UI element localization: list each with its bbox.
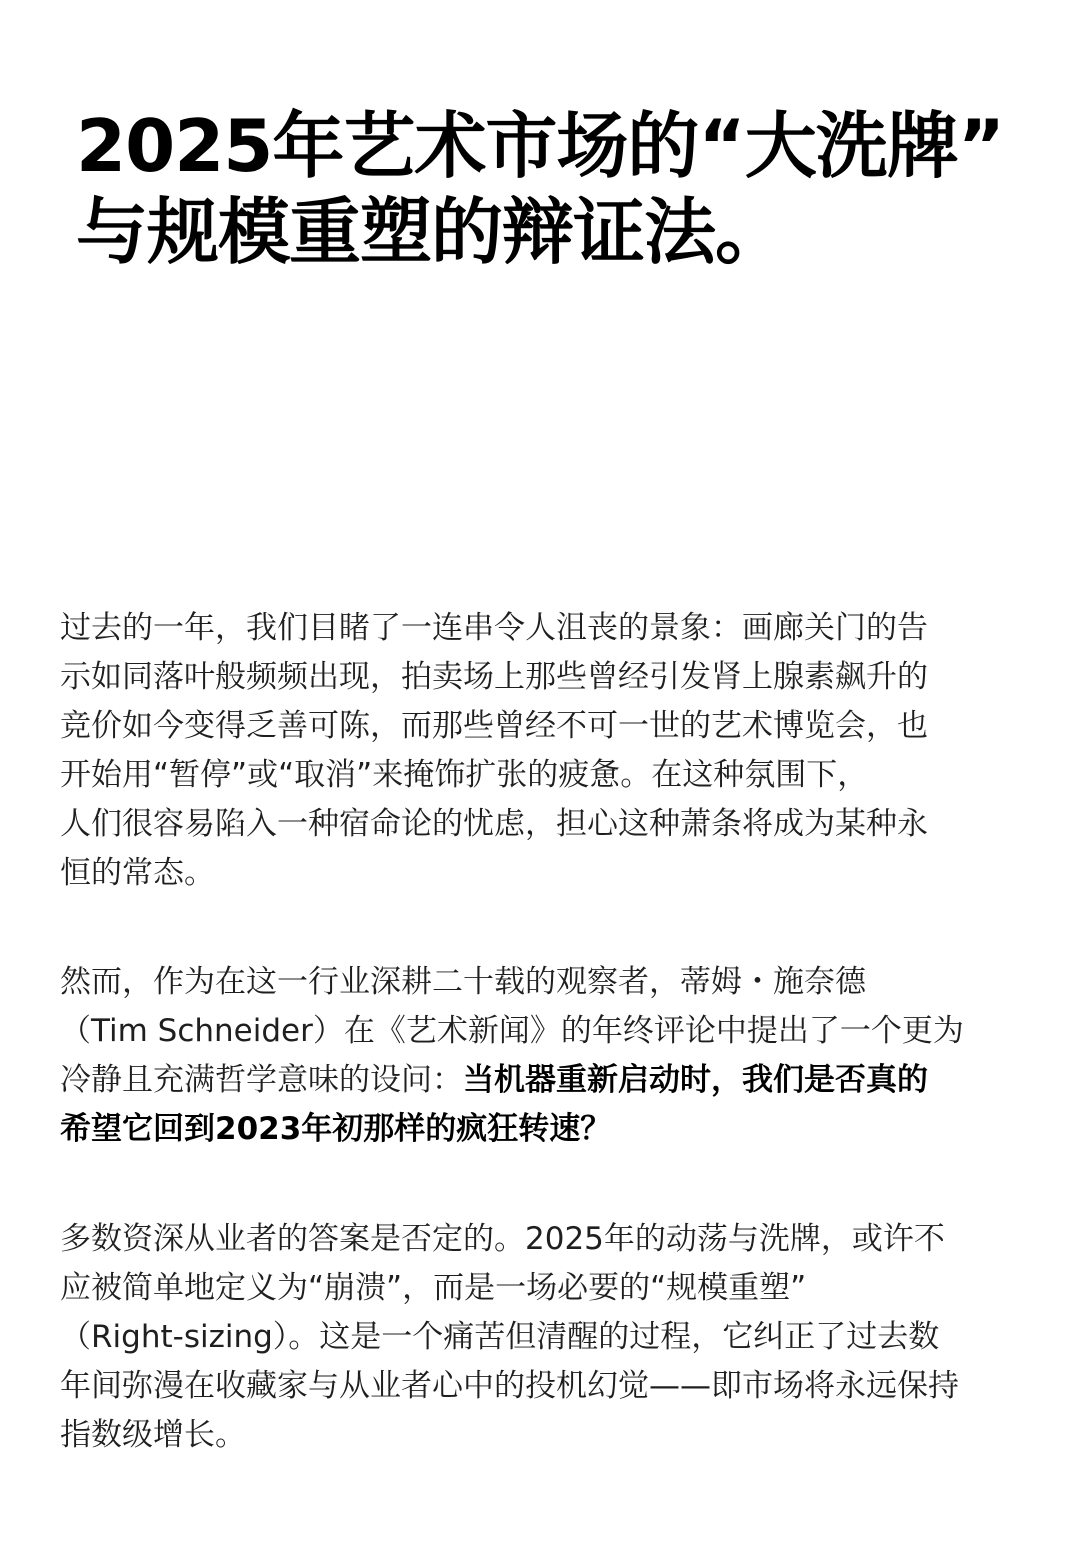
paragraph-line: （Tim Schneider）在《艺术新闻》的年终评论中提出了一个更为 [60,1013,964,1049]
paragraph-line: 然而，作为在这一行业深耕二十载的观察者，蒂姆・施奈德 [60,964,866,1000]
article-title [76,103,1066,275]
paragraph-question [60,958,1020,1154]
paragraph-line [60,1056,1020,1105]
paragraph-line: 年间弥漫在收藏家与从业者心中的投机幻觉——即市场将永远保持 [60,1368,959,1404]
paragraph-answer [60,1215,1020,1460]
title-line-2: 与规模重塑的辩证法。 [76,190,787,274]
title-line-1: 2025年艺术市场的“大洗牌” [76,104,1005,188]
paragraph-line: 过去的一年，我们目睹了一连串令人沮丧的景象：画廊关门的告 [60,610,928,646]
highlighted-question-cont: 希望它回到2023年初那样的疯狂转速？ [60,1111,612,1147]
paragraph-line: 人们很容易陷入一种宿命论的忧虑，担心这种萧条将成为某种永 [60,806,928,842]
paragraph-line: 指数级增长。 [60,1417,246,1453]
paragraph-line: 竞价如今变得乏善可陈，而那些曾经不可一世的艺术博览会，也 [60,708,928,744]
paragraph-intro [60,604,1020,898]
paragraph-line: 应被简单地定义为“崩溃”，而是一场必要的“规模重塑” [60,1270,807,1306]
paragraph-line: 多数资深从业者的答案是否定的。2025年的动荡与洗牌，或许不 [60,1221,945,1257]
paragraph-line: 开始用“暂停”或“取消”来掩饰扩张的疲惫。在这种氛围下， [60,757,869,793]
paragraph-line: 恒的常态。 [60,855,215,891]
paragraph-line [60,1105,1020,1154]
paragraph-line: 示如同落叶般频频出现，拍卖场上那些曾经引发肾上腺素飙升的 [60,659,928,695]
paragraph-line: （Right-sizing）。这是一个痛苦但清醒的过程，它纠正了过去数 [60,1319,940,1355]
highlighted-question: 当机器重新启动时，我们是否真的 [463,1062,928,1098]
question-lead-text: 冷静且充满哲学意味的设问： [60,1062,463,1098]
